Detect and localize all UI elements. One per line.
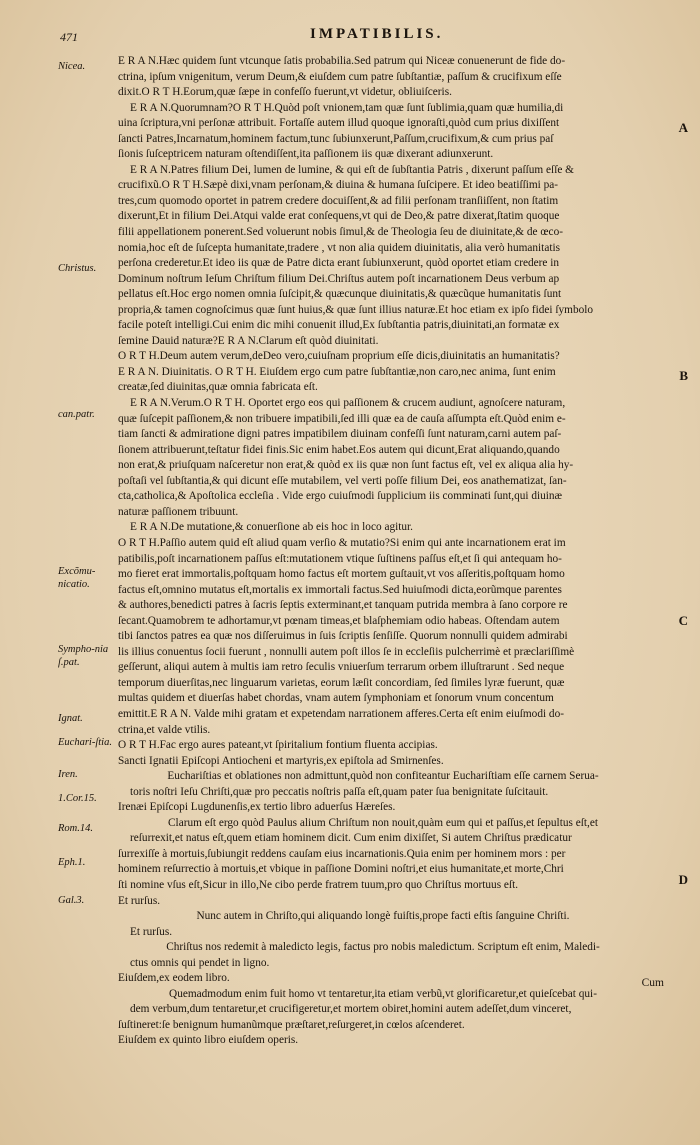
text-line: ſti nomine vſus eſt,Sicur in illo,Ne cibo perde fratrem tuum,pro quo Chriſtus mortuus eſt. bbox=[118, 878, 519, 891]
text-line: uina ſcriptura,vni perſonæ attribuit. Fortaſſe autem illud quoque ignoraſti,quòd cum prius dixiſſent bbox=[118, 117, 560, 130]
text-line: Sancti Ignatii Epiſcopi Antiocheni et martyris,ex epiſtola ad Smirnenſes. bbox=[118, 754, 444, 767]
text-line: ſionem attribuerunt,teſtatur fidei finis.Sic enim habet.Eos autem qui dicunt,Erat aliquando,quando bbox=[118, 443, 560, 456]
section-letter-a: A bbox=[678, 120, 688, 135]
text-line: Eiuſdem,ex eodem libro. bbox=[118, 972, 230, 985]
heading-ignatius: Euchariſtias et oblationes non admittunt,quòd non confiteantur Euchariſtiam eſſe carnem Serua- bbox=[167, 770, 599, 783]
text-line: ſemine Dauid naturæ?E R A N.Clarum eſt quòd diuinitati. bbox=[118, 334, 379, 347]
text-line: propria,& tamen cognoſcimus quæ ſunt huius,& quæ ſunt illius naturæ.Et hoc etiam ex ipſo fidei ſymbolo bbox=[118, 303, 594, 316]
text-line: nomia,hoc eſt de ſuſcepta humanitate,tradere , vt non alia quidem diuinitatis, alia verò humanitatis bbox=[118, 241, 561, 254]
margin-note-symphonia: Sympho-nia ſ.pat. bbox=[58, 644, 109, 668]
heading-eiusdem: Quemadmodum enim fuit homo vt tentaretur,ita etiam verbũ,vt glorificaretur,et quieſcebat qui- bbox=[169, 987, 597, 1000]
text-line: lis illius conuentus ſocii fuerunt , nonnulli autem poſt illos ſe in eccleſiis pulcherrimè et præclariſſimè bbox=[118, 645, 575, 658]
text-line: O R T H.Deum autem verum,deDeo vero,cuiuſnam proprium eſſe dicis,diuinitatis an humanitatis? bbox=[118, 350, 560, 363]
margin-note-iren: Iren. bbox=[58, 769, 78, 780]
margin-note-eucharistia: Euchari-ſtia. bbox=[58, 737, 112, 748]
margin-note-excommunicatio: Excõmu-nicatio. bbox=[58, 566, 96, 590]
catchword: Cum bbox=[641, 977, 664, 989]
heading-et-rursus: Chriſtus nos redemit à maledicto legis, factus pro nobis maledictum. Scriptum eſt enim, Maledi- bbox=[166, 941, 600, 954]
text-line: E R A N.Quorumnam?O R T H.Quòd poſt vnionem,tam quæ ſunt ſublimia,quam quæ humilia,di bbox=[130, 101, 564, 114]
text-line: Et rurſus. bbox=[118, 894, 161, 907]
text-line: ſionis ſuſceptricem naturam oſtendiſſent,ita paſſionem iis quæ dixerant adiunxerunt. bbox=[118, 148, 494, 161]
text-line: ctus omnis qui pendet in ligno. bbox=[130, 956, 270, 969]
text-line: dixerunt,Et in filium Dei.Atqui valde erat conſequens,vt qui de Deo,& patre dixerat,ſtatim quoque bbox=[118, 210, 560, 223]
text-line: dixit.O R T H.Eorum,quæ ſæpe in confeſſo fuerunt,vt videtur, obliuiſceris. bbox=[118, 86, 452, 99]
text-line: quæ ſuſcepit paſſionem,& non tribuere impatibili,ſed illi quæ ea de cauſa aſſumpta eſt.Quòd enim e- bbox=[118, 412, 566, 425]
text-line: ſecant.Quamobrem te adhortamur,vt pœnam timeas,et blaſphemiam odio habeas. Oſtendam autem bbox=[118, 614, 560, 627]
text-line: facile poteſt intelligi.Cui enim dic mihi conuenit illud,Ex ſubſtantia patris,diuinitati,an formatæ ex bbox=[118, 319, 560, 332]
text-line: & authores,benedicti patres à ſacris ſeptis exterminant,et tanquam putrida membra à ſano corpore re bbox=[118, 599, 568, 612]
text-line: ctrina, ipſum vnigenitum, verum Deum,& eiuſdem cum patre ſubſtantiæ, paſſum & crucifixum eſſe bbox=[118, 70, 562, 83]
text-line: ſuſtineret:ſe benignum humanũmque præſtaret,reſurgeret,in cœlos aſcenderet. bbox=[118, 1018, 465, 1031]
text-line: Et rurſus. bbox=[130, 925, 173, 938]
text-line: hominem reſurrectio à mortuis,et vbique in paſſione Domini noſtri,et eius humanitate,et morte,Chri bbox=[118, 863, 564, 876]
folio-number: 471 bbox=[60, 30, 78, 44]
text-line: mo fieret erat immortalis,poſtquam homo factus eſt mortem guſtauit,vt vos aſſeritis,poſtquam homo bbox=[118, 568, 565, 581]
margin-note-nicea: Nicea. bbox=[58, 61, 86, 72]
text-line: E R A N.Verum.O R T H. Oportet ergo eos qui paſſionem & crucem audiunt, agnoſcere naturam, bbox=[130, 397, 566, 410]
text-line: tibi ſanctos patres ea quæ nos diſſeruimus in ſuis ſcriptis ſenſiſſe. Quorum nonnulli quidem admirabi bbox=[118, 630, 568, 643]
text-line: O R T H.Fac ergo aures pateant,vt ſpiritalium fontium fluenta accipias. bbox=[118, 739, 438, 752]
text-line: Eiuſdem ex quinto libro eiuſdem operis. bbox=[118, 1034, 299, 1047]
text-line: reſurrexit,et natus eſt,quem etiam hominem dicit. Cum enim dixiſſet, Si autem Chriſtus prædicatur bbox=[130, 832, 572, 845]
heading-et-rursus: Nunc autem in Chriſto,qui aliquando longè fuiſtis,prope facti eſtis ſanguine Chriſti. bbox=[196, 910, 570, 923]
text-line: crucifixũ.O R T H.Sæpè dixi,vnam perſonam,& diuina & humana ſuſcipere. Et ideo beatiſſimi pa- bbox=[118, 179, 559, 192]
text-line: factus eſt,omnino mutatus eſt,mortalis ex immortali factus.Sed huiuſmodi dicta,eorũmque parentes bbox=[118, 583, 562, 596]
text-line: naturæ paſſionem tribuunt. bbox=[118, 505, 239, 518]
text-line: dem verbum,dum tentaretur,et crucifigeretur,et mortem obiret,homini autem adeſſet,dum vinceret, bbox=[130, 1003, 572, 1016]
margin-note-gal: Gal.3. bbox=[58, 895, 85, 906]
text-line: multas quidem et diuerſas habet chordas, vnam autem ſymphoniam et ſonorum vnum concentum bbox=[118, 692, 554, 705]
text-line: geſſerunt, aliqui autem à multis iam retro ſeculis vniuerſum terrarum orbem illuſtrarunt . Sed neque bbox=[118, 661, 565, 674]
text-line: ſurrexiſſe à mortuis,ſubiungit reddens cauſam eius incarnationis.Quia enim per hominem mors : per bbox=[118, 847, 566, 860]
text-line: O R T H.Paſſio autem quid eſt aliud quam verſio & mutatio?Si enim qui ante incarnationem erat im bbox=[118, 536, 566, 549]
running-head: IMPATIBILIS. bbox=[310, 26, 444, 42]
margin-note-ignat: Ignat. bbox=[58, 713, 83, 724]
text-line: patibilis,poſt incarnationem paſſus eſt:mutationem vtique ſuſtinens paſſus eſt,et ſi qui antequam ho- bbox=[118, 552, 562, 565]
text-line: tiam ſancti & admiratione digni patres impatibilem diuinam confeſſi ſunt naturam,carni autem paſ- bbox=[118, 428, 562, 441]
text-line: ctrina,et valde vtilis. bbox=[118, 723, 211, 736]
text-line: non erat,& priuſquam naſceretur non erat,& quòd ex iis quæ non ſunt factus eſt, vel ex aliqua alia hy- bbox=[118, 459, 574, 472]
text-line: creatæ,ſed diuinitas,quæ omnia fabricata eſt. bbox=[118, 381, 318, 394]
margin-note-rom: Rom.14. bbox=[58, 823, 93, 834]
margin-note-eph: Eph.1. bbox=[58, 857, 86, 868]
text-line: E R A N.Patres filium Dei, lumen de lumine, & qui eſt de ſubſtantia Patris , dixerunt paſſum eſſe & bbox=[130, 163, 574, 176]
text-line: E R A N. Diuinitatis. O R T H. Eiuſdem ergo cum patre ſubſtantiæ,non caro,nec anima, ſunt enim bbox=[118, 365, 556, 378]
margin-note-christus: Christus. bbox=[58, 263, 97, 274]
text-line: toris noſtri Ieſu Chriſti,quæ pro peccatis noſtris paſſa eſt,quam pater ſua benignitate ſuſcitauit. bbox=[130, 785, 549, 798]
text-line: Dominum noſtrum Ieſum Chriſtum filium Dei.Chriſtus autem poſt incarnationem Deus verbum ap bbox=[118, 272, 560, 285]
text-line: perſona crederetur.Et ideo iis quæ de Patre dicta erant ſubiunxerunt, quòd oportet etiam credere in bbox=[118, 257, 560, 270]
text-line: filii appellationem ponerent.Sed voluerunt nobis ſimul,& de Theologia ſeu de diuinitate,& de œco- bbox=[118, 226, 563, 239]
heading-irenaeus: Clarum eſt ergo quòd Paulus alium Chriſtum non nouit,quàm eum qui et paſſus,et ſepultus eſt,et bbox=[168, 816, 598, 829]
text-line: E R A N.De mutatione,& conuerſione ab eis hoc in loco agitur. bbox=[130, 521, 413, 534]
margin-note-can-patr: can.patr. bbox=[58, 409, 95, 420]
text-line: temporum diuerſitas,nec linguarum varietas, eorum læſit concordiam, ſed ſimiles lyræ fuerunt, quæ bbox=[118, 676, 565, 689]
text-line: emittit.E R A N. Valde mihi gratam et expetendam narrationem afferes.Certa eſt enim eiuſmodi do- bbox=[118, 707, 564, 720]
text-line: pellatus eſt.Hoc ergo nomen omnia ſuſcipit,& quæcunque diuinitatis,& quæcũque humanitatis ſunt bbox=[118, 288, 562, 301]
text-line: Irenæi Epiſcopi Lugdunenſis,ex tertio libro aduerſus Hæreſes. bbox=[118, 801, 396, 814]
text-line: poſtaſi vel ſubſtantia,& qui dicunt eſſe mutabilem, vel verti poſſe filium Dei, eos anathematizat, ſan- bbox=[118, 474, 567, 487]
section-letter-b: B bbox=[679, 368, 688, 383]
body-text bbox=[118, 54, 648, 1049]
text-line: cta,catholica,& Apoſtolica eccleſia . Vide ergo cuiuſmodi ſupplicium iis comminati ſunt,qui diuinæ bbox=[118, 490, 563, 503]
margin-note-cor: 1.Cor.15. bbox=[58, 793, 97, 804]
section-letter-c: C bbox=[678, 613, 688, 628]
text-line: E R A N.Hæc quidem ſunt vtcunque ſatis probabilia.Sed patrum qui Niceæ conuenerunt de fide do- bbox=[118, 55, 566, 67]
section-letter-d: D bbox=[678, 872, 688, 887]
text-line: tres,cum quomodo oportet in patrem credere docuiſſent,& ad filii perſonam tranſiiſſent, non ſtatim bbox=[118, 194, 559, 207]
text-line: ſancti Patres,Incarnatum,hominem factum,tunc ſubiunxerunt,Paſſum,crucifixum,& cum prius paſ bbox=[118, 132, 554, 145]
